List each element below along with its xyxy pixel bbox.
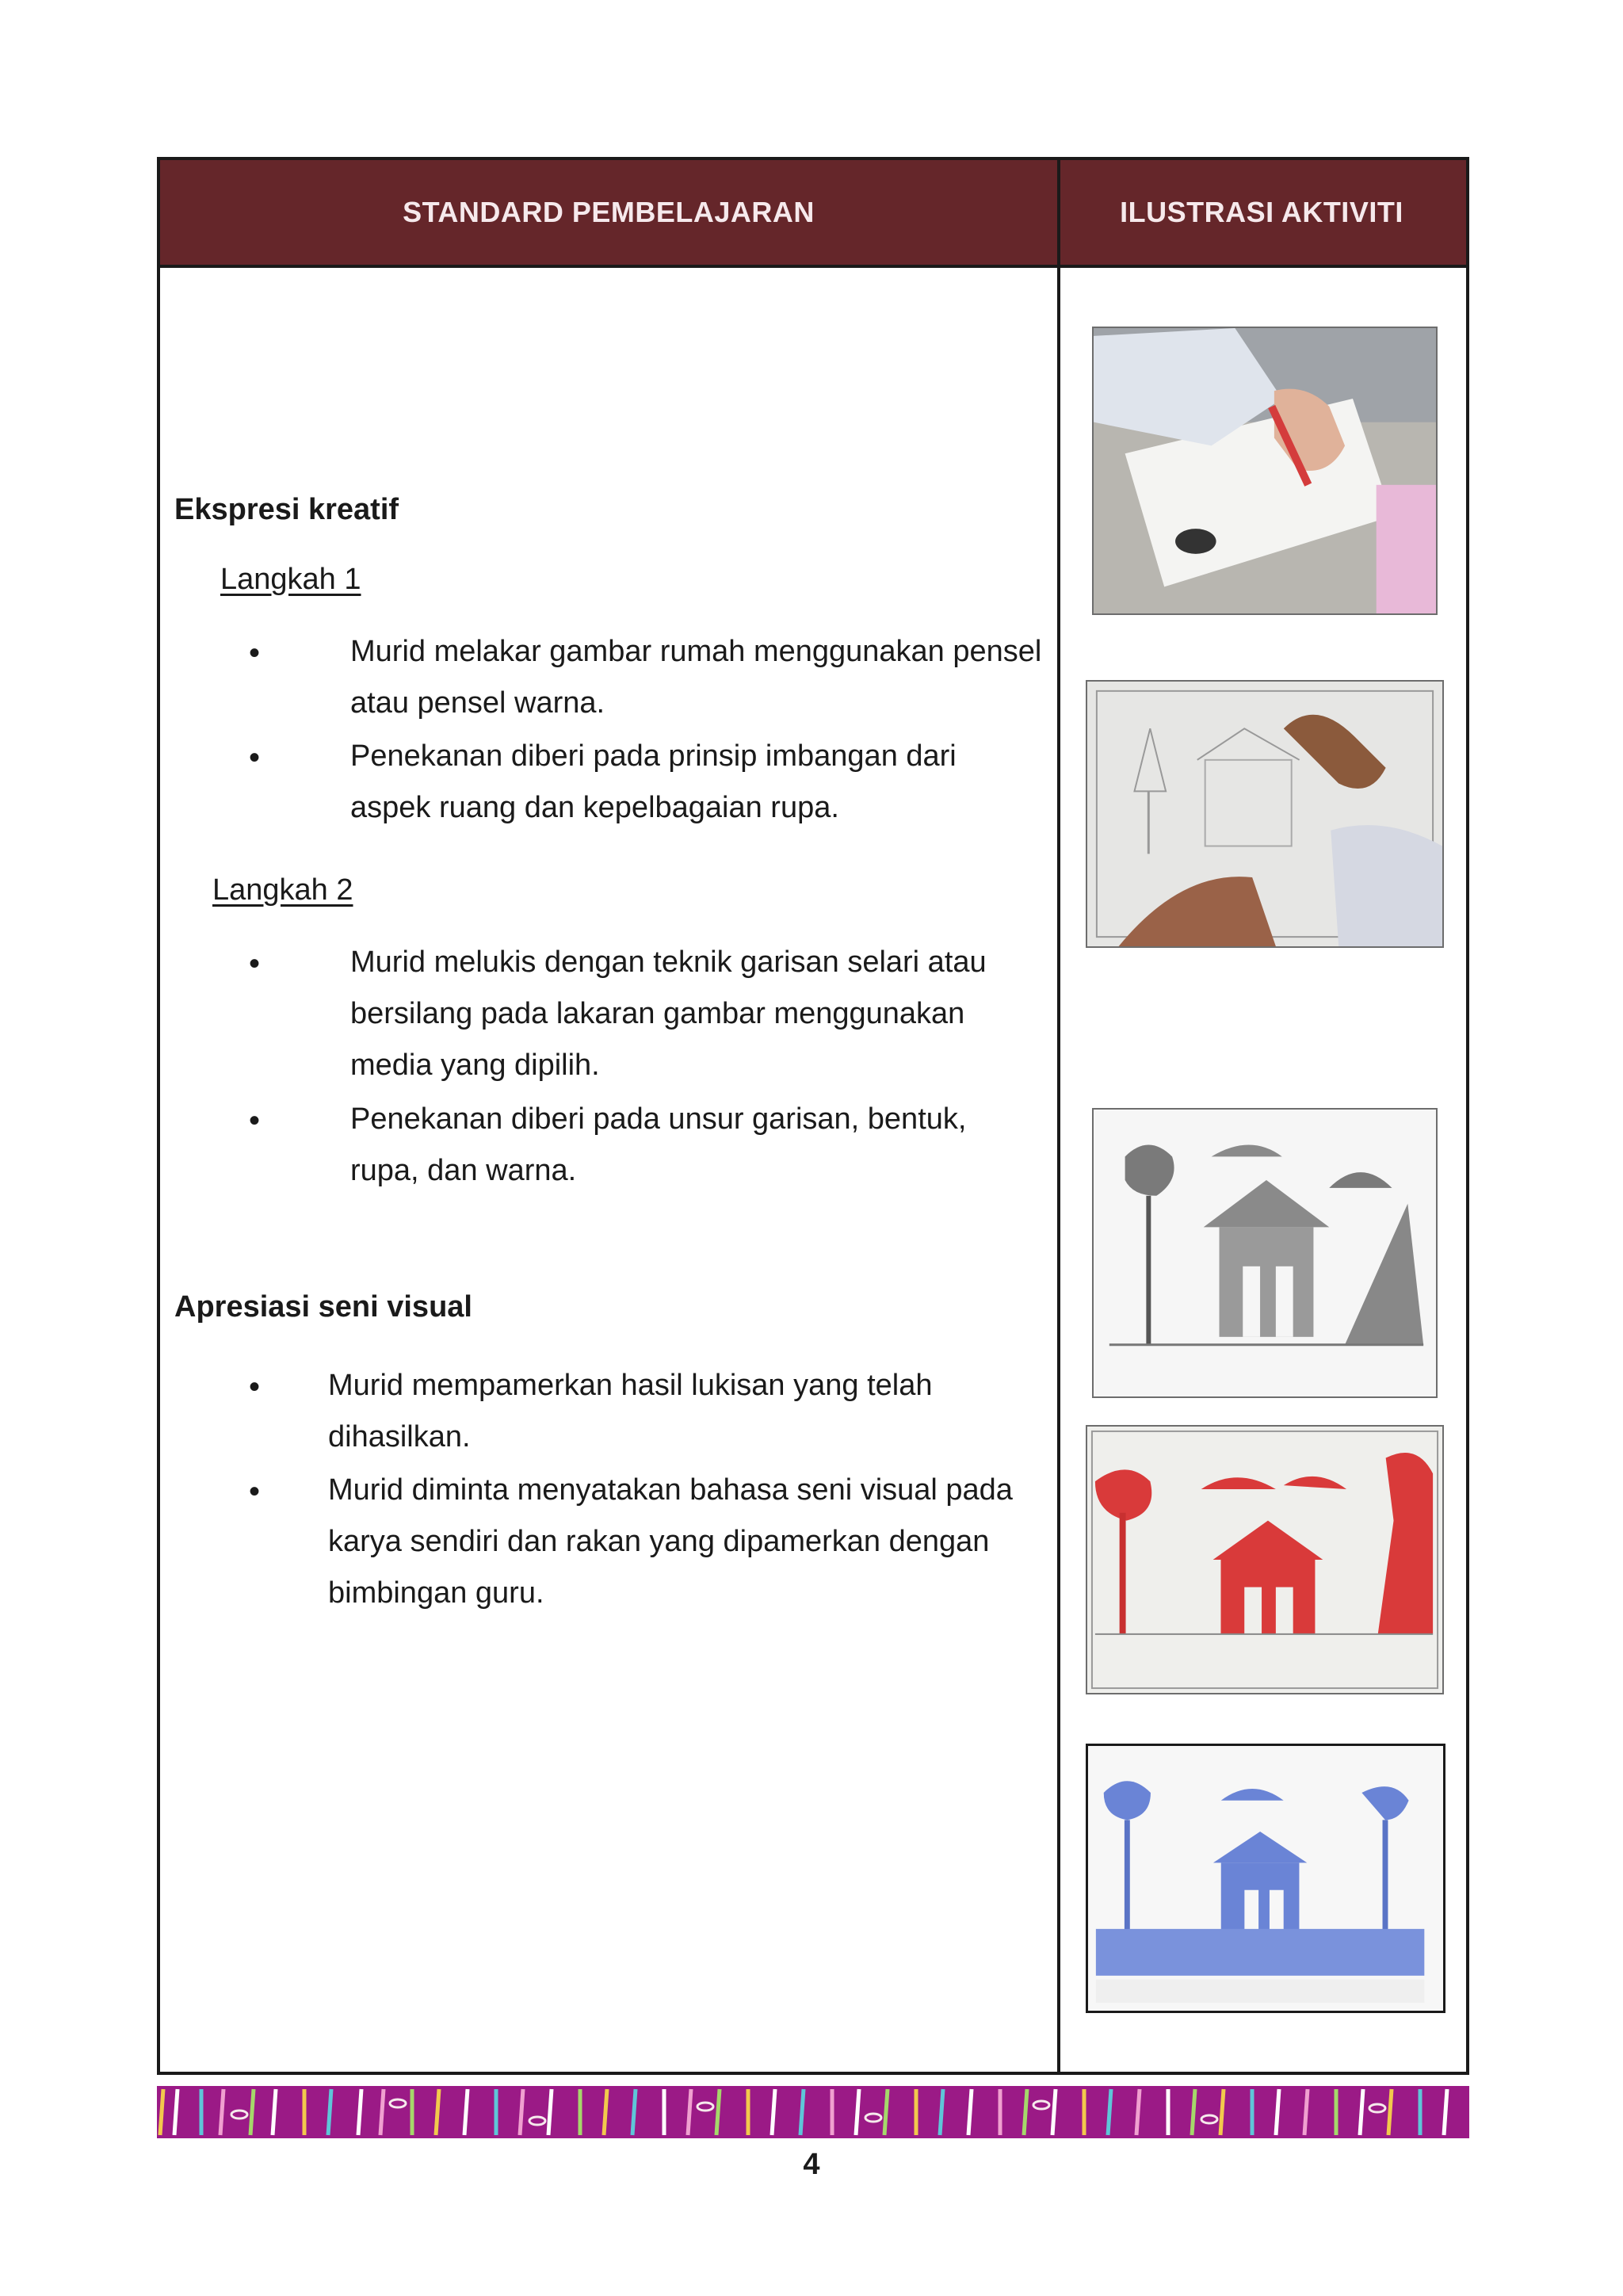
- drawing-pencil-house: [1092, 1108, 1438, 1398]
- step-2-label: Langkah 2: [212, 873, 353, 907]
- header-ilustrasi-aktiviti: ILUSTRASI AKTIVITI: [1057, 160, 1466, 268]
- bullet-dot: •: [249, 1103, 261, 1138]
- section-title-apresiasi: Apresiasi seni visual: [174, 1290, 472, 1324]
- apresiasi-bullet-2: Murid diminta menyatakan bahasa seni visual pada karya sendiri dan rakan yang dipamerkan dengan bimbingan guru.: [328, 1473, 1013, 1610]
- column-divider: [1057, 160, 1060, 2072]
- step-1-bullet-1: Murid melakar gambar rumah menggunakan pensel atau pensel warna.: [350, 635, 1042, 720]
- decorative-footer-band: [157, 2086, 1469, 2138]
- photo-child-drawing-house: [1086, 680, 1444, 948]
- step-2-bullet-2: Penekanan diberi pada unsur garisan, bentuk, rupa, dan warna.: [350, 1102, 967, 1187]
- step-1-bullet-2: Penekanan diberi pada prinsip imbangan dari aspek ruang dan kepelbagaian rupa.: [350, 739, 957, 824]
- bullet-dot: •: [249, 740, 261, 775]
- section-title-ekspresi: Ekspresi kreatif: [174, 493, 399, 526]
- page-number: 4: [803, 2148, 820, 2181]
- bullet-dot: •: [249, 946, 261, 981]
- apresiasi-bullet-1: Murid mempamerkan hasil lukisan yang telah dihasilkan.: [328, 1369, 933, 1454]
- drawing-red-house: [1086, 1425, 1444, 1694]
- step-1-label: Langkah 1: [220, 563, 361, 596]
- drawing-blue-house: [1086, 1744, 1445, 2013]
- header-standard-pembelajaran: STANDARD PEMBELAJARAN: [160, 160, 1057, 268]
- photo-child-sketching: [1092, 327, 1438, 615]
- bullet-dot: •: [249, 1474, 261, 1509]
- bullet-dot: •: [249, 1370, 261, 1404]
- step-2-bullet-1: Murid melukis dengan teknik garisan selari atau bersilang pada lakaran gambar menggunakan media yang dipilih.: [350, 946, 987, 1082]
- bullet-dot: •: [249, 636, 261, 670]
